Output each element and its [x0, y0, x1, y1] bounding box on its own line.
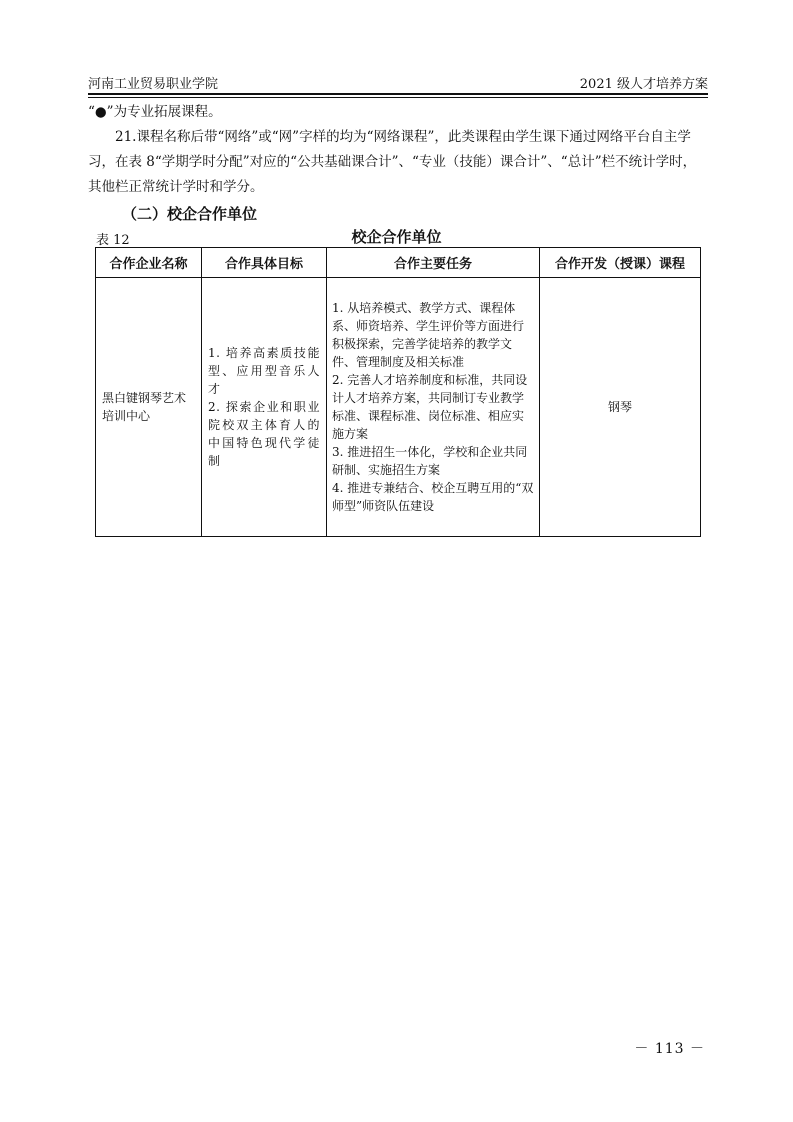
goal-item: 1. 培养高素质技能型、应用型音乐人才: [208, 346, 320, 396]
paragraph-note-21: 21.课程名称后带“网络”或“网”字样的均为“网络课程”，此类课程由学生课下通过网络平台自主学习，在表 8“学期学时分配”对应的“公共基础课合计”、“专业（技能）课合计”、“总计”栏不统计学时，其他栏正常统计学时和学分。: [88, 129, 697, 195]
cell-course: 钢琴: [540, 278, 701, 537]
task-item: 2. 完善人才培养制度和标准，共同设计人才培养方案，共同制订专业教学标准、课程标准、岗位标准、相应实施方案: [332, 373, 528, 441]
table-row: [96, 278, 701, 537]
header-tasks: 合作主要任务: [327, 248, 540, 278]
page-number: － 113 －: [634, 1041, 705, 1057]
task-item: 4. 推进专兼结合、校企互聘互用的“双师型”师资队伍建设: [332, 481, 534, 513]
section-heading: （二）校企合作单位: [122, 205, 258, 223]
header-institution: 河南工业贸易职业学院: [88, 77, 219, 92]
page-header: [88, 76, 708, 94]
table-number: 表 12: [96, 233, 130, 248]
cell-tasks: [327, 278, 540, 537]
header-company: 合作企业名称: [96, 248, 202, 278]
header-rule-thick: [88, 93, 708, 95]
cell-goals: [202, 278, 327, 537]
cooperation-table: [95, 247, 701, 537]
paragraph-note-20: “●”为专业拓展课程。: [88, 104, 222, 120]
header-course: 合作开发（授课）课程: [540, 248, 701, 278]
header-document-title: 2021 级人才培养方案: [579, 77, 708, 92]
goal-item: 2. 探索企业和职业院校双主体育人的中国特色现代学徒制: [208, 400, 320, 468]
header-rule-thin: [88, 97, 708, 98]
task-item: 1. 从培养模式、教学方式、课程体系、师资培养、学生评价等方面进行积极探索，完善学徒培养的教学文件、管理制度及相关标准: [332, 301, 525, 369]
table-title: 校企合作单位: [351, 228, 442, 246]
table-header-row: [96, 248, 701, 278]
task-item: 3. 推进招生一体化，学校和企业共同研制、实施招生方案: [332, 445, 528, 477]
cell-company: 黑白键钢琴艺术培训中心: [96, 278, 202, 537]
header-goals: 合作具体目标: [202, 248, 327, 278]
